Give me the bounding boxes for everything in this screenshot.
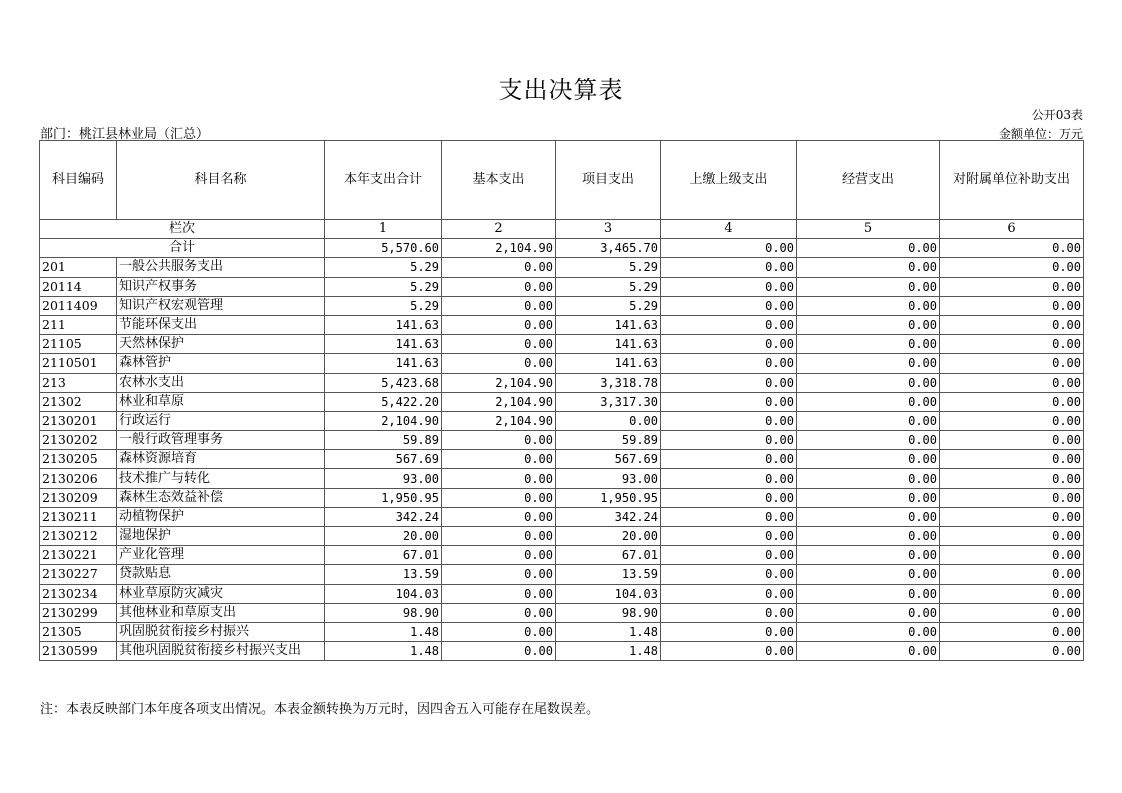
subject-name-cell: 林业草原防灾减灾 [117, 584, 325, 603]
amount-cell: 0.00 [940, 565, 1084, 584]
subject-code-cell: 2130299 [40, 603, 117, 622]
table-row [40, 469, 1084, 488]
subject-name-cell: 节能环保支出 [117, 315, 325, 334]
table-row [40, 488, 1084, 507]
amount-cell: 0.00 [797, 277, 940, 296]
amount-cell: 0.00 [661, 565, 797, 584]
amount-cell: 13.59 [556, 565, 661, 584]
amount-cell: 0.00 [940, 392, 1084, 411]
table-row [40, 450, 1084, 469]
amount-cell: 0.00 [442, 277, 556, 296]
amount-cell: 0.00 [797, 315, 940, 334]
amount-cell: 0.00 [797, 373, 940, 392]
header-remit-superior: 上缴上级支出 [661, 141, 797, 220]
amount-cell: 0.00 [661, 488, 797, 507]
amount-cell: 0.00 [442, 642, 556, 661]
total-label: 合计 [40, 239, 325, 258]
amount-cell: 342.24 [325, 507, 442, 526]
subject-code-cell: 21302 [40, 392, 117, 411]
amount-cell: 0.00 [442, 354, 556, 373]
footnote: 注：本表反映部门本年度各项支出情况。本表金额转换为万元时，因四舍五入可能存在尾数误差。 [40, 702, 600, 717]
amount-cell: 0.00 [661, 642, 797, 661]
amount-unit-label: 金额单位：万元 [998, 127, 1083, 141]
amount-cell: 0.00 [442, 603, 556, 622]
table-row [40, 603, 1084, 622]
subject-name-cell: 巩固脱贫衔接乡村振兴 [117, 622, 325, 641]
column-number: 6 [940, 220, 1084, 239]
amount-cell: 0.00 [442, 450, 556, 469]
amount-cell: 141.63 [325, 354, 442, 373]
amount-cell: 0.00 [940, 335, 1084, 354]
amount-cell: 5.29 [325, 296, 442, 315]
table-row [40, 296, 1084, 315]
table-row [40, 373, 1084, 392]
amount-cell: 0.00 [940, 546, 1084, 565]
amount-cell: 93.00 [556, 469, 661, 488]
amount-cell: 0.00 [442, 296, 556, 315]
subject-name-cell: 天然林保护 [117, 335, 325, 354]
subject-code-cell: 2130212 [40, 527, 117, 546]
amount-cell: 141.63 [556, 335, 661, 354]
header-total-expenditure: 本年支出合计 [325, 141, 442, 220]
table-row [40, 584, 1084, 603]
table-row [40, 507, 1084, 526]
amount-cell: 5.29 [325, 277, 442, 296]
subject-name-cell: 一般公共服务支出 [117, 258, 325, 277]
amount-cell: 0.00 [940, 277, 1084, 296]
amount-cell: 0.00 [442, 546, 556, 565]
column-number: 5 [797, 220, 940, 239]
subject-name-cell: 动植物保护 [117, 507, 325, 526]
table-row [40, 431, 1084, 450]
amount-cell: 0.00 [940, 450, 1084, 469]
amount-cell: 67.01 [556, 546, 661, 565]
amount-cell: 1,950.95 [556, 488, 661, 507]
header-project-expenditure: 项目支出 [556, 141, 661, 220]
total-value: 0.00 [797, 239, 940, 258]
amount-cell: 0.00 [661, 296, 797, 315]
table-row [40, 546, 1084, 565]
amount-cell: 0.00 [797, 450, 940, 469]
subject-name-cell: 农林水支出 [117, 373, 325, 392]
subject-code-cell: 20114 [40, 277, 117, 296]
table-row [40, 277, 1084, 296]
table-row [40, 258, 1084, 277]
amount-cell: 0.00 [442, 527, 556, 546]
amount-cell: 1.48 [556, 642, 661, 661]
amount-cell: 0.00 [661, 411, 797, 430]
subject-name-cell: 其他巩固脱贫衔接乡村振兴支出 [117, 642, 325, 661]
amount-cell: 0.00 [797, 431, 940, 450]
amount-cell: 0.00 [661, 392, 797, 411]
amount-cell: 0.00 [797, 565, 940, 584]
amount-cell: 0.00 [797, 392, 940, 411]
amount-cell: 0.00 [797, 527, 940, 546]
table-row [40, 622, 1084, 641]
amount-cell: 342.24 [556, 507, 661, 526]
amount-cell: 0.00 [940, 488, 1084, 507]
amount-cell: 93.00 [325, 469, 442, 488]
amount-cell: 0.00 [797, 488, 940, 507]
form-number: 公开03表 [1031, 108, 1083, 122]
subject-name-cell: 知识产权事务 [117, 277, 325, 296]
amount-cell: 104.03 [325, 584, 442, 603]
subject-code-cell: 2110501 [40, 354, 117, 373]
page-title: 支出决算表 [498, 76, 624, 104]
amount-cell: 0.00 [797, 584, 940, 603]
subject-code-cell: 2130201 [40, 411, 117, 430]
amount-cell: 5.29 [325, 258, 442, 277]
subject-name-cell: 森林管护 [117, 354, 325, 373]
amount-cell: 5.29 [556, 296, 661, 315]
amount-cell: 0.00 [940, 507, 1084, 526]
column-number: 2 [442, 220, 556, 239]
amount-cell: 0.00 [556, 411, 661, 430]
subject-name-cell: 行政运行 [117, 411, 325, 430]
header-basic-expenditure: 基本支出 [442, 141, 556, 220]
total-value: 0.00 [661, 239, 797, 258]
amount-cell: 0.00 [442, 431, 556, 450]
amount-cell: 0.00 [442, 335, 556, 354]
column-number-label: 栏次 [40, 220, 325, 239]
table-row [40, 392, 1084, 411]
subject-name-cell: 技术推广与转化 [117, 469, 325, 488]
subject-code-cell: 21305 [40, 622, 117, 641]
amount-cell: 0.00 [442, 488, 556, 507]
amount-cell: 0.00 [442, 315, 556, 334]
header-row [40, 141, 1084, 220]
amount-cell: 98.90 [325, 603, 442, 622]
subject-code-cell: 21105 [40, 335, 117, 354]
subject-code-cell: 2130227 [40, 565, 117, 584]
amount-cell: 141.63 [556, 315, 661, 334]
amount-cell: 3,318.78 [556, 373, 661, 392]
amount-cell: 0.00 [940, 431, 1084, 450]
amount-cell: 20.00 [325, 527, 442, 546]
amount-cell: 567.69 [325, 450, 442, 469]
amount-cell: 0.00 [442, 469, 556, 488]
table-row [40, 411, 1084, 430]
amount-cell: 0.00 [661, 258, 797, 277]
subject-name-cell: 贷款贴息 [117, 565, 325, 584]
amount-cell: 0.00 [940, 411, 1084, 430]
amount-cell: 1.48 [325, 622, 442, 641]
subject-name-cell: 森林资源培育 [117, 450, 325, 469]
amount-cell: 0.00 [661, 373, 797, 392]
amount-cell: 0.00 [661, 277, 797, 296]
amount-cell: 141.63 [325, 315, 442, 334]
amount-cell: 0.00 [661, 527, 797, 546]
department-label: 部门：桃江县林业局（汇总） [40, 127, 210, 142]
amount-cell: 567.69 [556, 450, 661, 469]
amount-cell: 59.89 [556, 431, 661, 450]
subject-code-cell: 2130211 [40, 507, 117, 526]
amount-cell: 0.00 [442, 258, 556, 277]
amount-cell: 5,422.20 [325, 392, 442, 411]
header-subsidiary-subsidy: 对附属单位补助支出 [940, 141, 1084, 220]
table-row [40, 335, 1084, 354]
amount-cell: 0.00 [940, 469, 1084, 488]
amount-cell: 0.00 [797, 469, 940, 488]
amount-cell: 2,104.90 [442, 411, 556, 430]
amount-cell: 5.29 [556, 277, 661, 296]
amount-cell: 0.00 [442, 565, 556, 584]
total-value: 3,465.70 [556, 239, 661, 258]
amount-cell: 141.63 [556, 354, 661, 373]
amount-cell: 0.00 [940, 642, 1084, 661]
amount-cell: 5.29 [556, 258, 661, 277]
subject-code-cell: 2130206 [40, 469, 117, 488]
amount-cell: 0.00 [797, 335, 940, 354]
amount-cell: 3,317.30 [556, 392, 661, 411]
amount-cell: 0.00 [797, 546, 940, 565]
amount-cell: 0.00 [442, 584, 556, 603]
header-subject-name: 科目名称 [117, 141, 325, 220]
amount-cell: 0.00 [940, 354, 1084, 373]
amount-cell: 0.00 [940, 584, 1084, 603]
amount-cell: 0.00 [797, 603, 940, 622]
subject-code-cell: 2130202 [40, 431, 117, 450]
amount-cell: 98.90 [556, 603, 661, 622]
amount-cell: 0.00 [797, 622, 940, 641]
subject-name-cell: 产业化管理 [117, 546, 325, 565]
subject-code-cell: 201 [40, 258, 117, 277]
subject-code-cell: 2130599 [40, 642, 117, 661]
amount-cell: 0.00 [940, 373, 1084, 392]
subject-code-cell: 2130234 [40, 584, 117, 603]
amount-cell: 104.03 [556, 584, 661, 603]
amount-cell: 0.00 [661, 354, 797, 373]
subject-code-cell: 2130221 [40, 546, 117, 565]
table-row [40, 565, 1084, 584]
column-number: 4 [661, 220, 797, 239]
header-subject-code: 科目编码 [40, 141, 117, 220]
amount-cell: 0.00 [797, 411, 940, 430]
subject-code-cell: 2130205 [40, 450, 117, 469]
amount-cell: 0.00 [940, 527, 1084, 546]
subject-name-cell: 知识产权宏观管理 [117, 296, 325, 315]
amount-cell: 0.00 [940, 296, 1084, 315]
amount-cell: 67.01 [325, 546, 442, 565]
subject-code-cell: 2130209 [40, 488, 117, 507]
amount-cell: 0.00 [442, 507, 556, 526]
table-row [40, 527, 1084, 546]
amount-cell: 0.00 [661, 546, 797, 565]
amount-cell: 0.00 [661, 450, 797, 469]
amount-cell: 0.00 [442, 622, 556, 641]
subject-name-cell: 湿地保护 [117, 527, 325, 546]
amount-cell: 0.00 [940, 258, 1084, 277]
header-operating-expenditure: 经营支出 [797, 141, 940, 220]
amount-cell: 141.63 [325, 335, 442, 354]
amount-cell: 0.00 [661, 622, 797, 641]
column-number: 3 [556, 220, 661, 239]
amount-cell: 0.00 [797, 642, 940, 661]
amount-cell: 1,950.95 [325, 488, 442, 507]
amount-cell: 0.00 [797, 258, 940, 277]
amount-cell: 59.89 [325, 431, 442, 450]
subject-name-cell: 其他林业和草原支出 [117, 603, 325, 622]
subject-name-cell: 森林生态效益补偿 [117, 488, 325, 507]
amount-cell: 20.00 [556, 527, 661, 546]
amount-cell: 0.00 [940, 315, 1084, 334]
amount-cell: 0.00 [661, 431, 797, 450]
table-row [40, 315, 1084, 334]
amount-cell: 0.00 [797, 354, 940, 373]
amount-cell: 0.00 [940, 603, 1084, 622]
total-value: 0.00 [940, 239, 1084, 258]
amount-cell: 0.00 [661, 335, 797, 354]
total-value: 2,104.90 [442, 239, 556, 258]
total-row [40, 239, 1084, 258]
total-value: 5,570.60 [325, 239, 442, 258]
column-number-row [40, 220, 1084, 239]
subject-code-cell: 211 [40, 315, 117, 334]
amount-cell: 13.59 [325, 565, 442, 584]
column-number: 1 [325, 220, 442, 239]
amount-cell: 0.00 [940, 622, 1084, 641]
amount-cell: 0.00 [797, 507, 940, 526]
table-row [40, 642, 1084, 661]
amount-cell: 2,104.90 [442, 373, 556, 392]
amount-cell: 0.00 [661, 584, 797, 603]
amount-cell: 1.48 [325, 642, 442, 661]
amount-cell: 5,423.68 [325, 373, 442, 392]
amount-cell: 2,104.90 [325, 411, 442, 430]
amount-cell: 0.00 [661, 315, 797, 334]
amount-cell: 0.00 [661, 603, 797, 622]
amount-cell: 1.48 [556, 622, 661, 641]
amount-cell: 0.00 [797, 296, 940, 315]
subject-name-cell: 一般行政管理事务 [117, 431, 325, 450]
table-row [40, 354, 1084, 373]
amount-cell: 2,104.90 [442, 392, 556, 411]
amount-cell: 0.00 [661, 507, 797, 526]
subject-code-cell: 2011409 [40, 296, 117, 315]
subject-code-cell: 213 [40, 373, 117, 392]
amount-cell: 0.00 [661, 469, 797, 488]
expenditure-table [39, 140, 1084, 661]
subject-name-cell: 林业和草原 [117, 392, 325, 411]
